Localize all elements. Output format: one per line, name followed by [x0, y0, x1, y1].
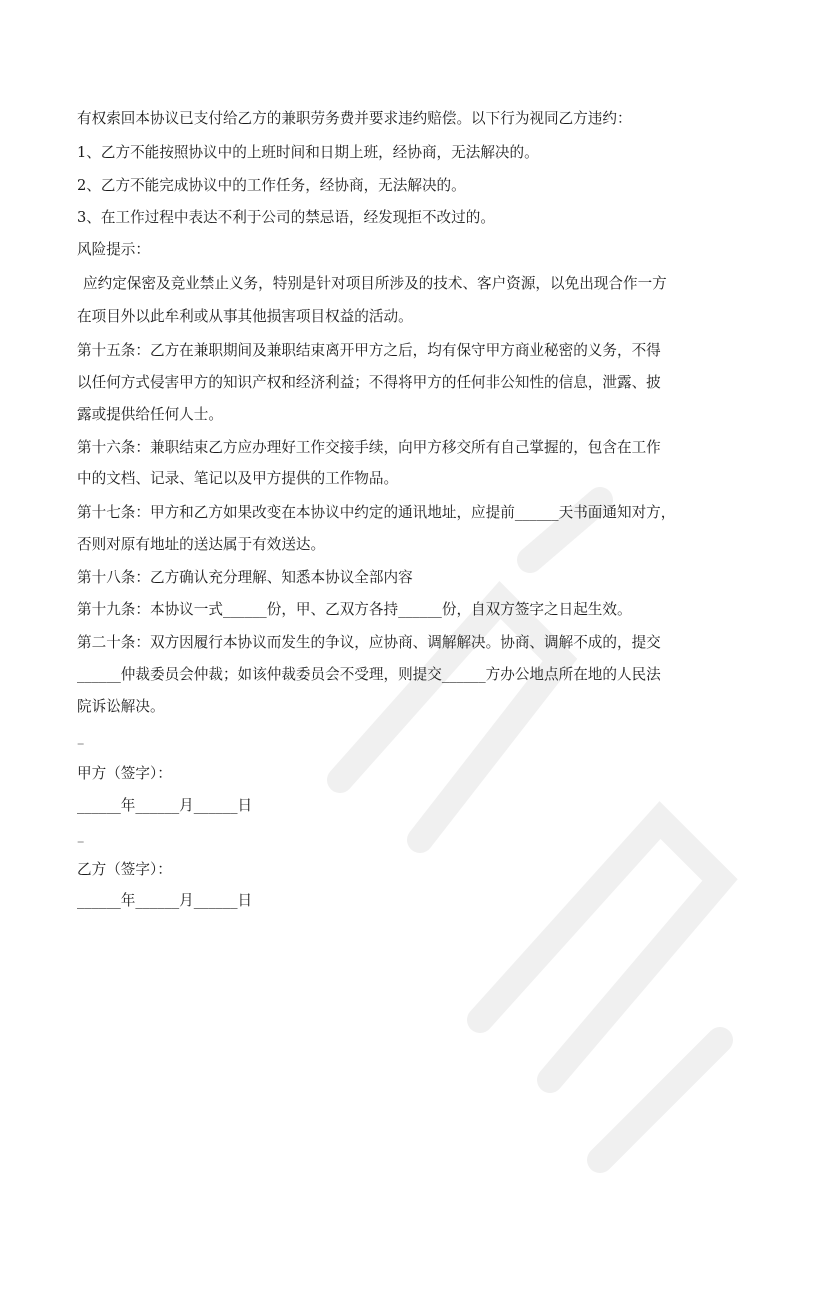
text-line: 否则对原有地址的送达属于有效送达。: [77, 536, 326, 553]
text-line: 第十七条：甲方和乙方如果改变在本协议中约定的通讯地址，应提前______天书面通知对方，: [77, 504, 676, 521]
text-line: 院诉讼解决。: [77, 698, 165, 715]
text-line: 第十五条：乙方在兼职期间及兼职结束离开甲方之后，均有保守甲方商业秘密的义务，不得: [77, 342, 661, 359]
section-heading: 风险提示：: [77, 241, 150, 258]
party-a-signature-label: 甲方（签字）：: [77, 765, 172, 782]
text-line: 3、在工作过程中表达不利于公司的禁忌语，经发现拒不改过的。: [77, 209, 495, 226]
text-line: 中的文档、记录、笔记以及甲方提供的工作物品。: [77, 470, 399, 487]
text-line: 第十六条：兼职结束乙方应办理好工作交接手续，向甲方移交所有自己掌握的，包含在工作: [77, 439, 661, 456]
text-line: 1、乙方不能按照协议中的上班时间和日期上班，经协商，无法解决的。: [77, 144, 539, 161]
text-line: 以任何方式侵害甲方的知识产权和经济利益；不得将甲方的任何非公知性的信息，泄露、披: [77, 374, 661, 391]
party-b-signature-label: 乙方（签字）：: [77, 861, 172, 878]
text-line: 在项目外以此牟利或从事其他损害项目权益的活动。: [77, 308, 413, 325]
text-line: 第十九条：本协议一式______份，甲、乙双方各持______份，自双方签字之日起生效。: [77, 601, 632, 618]
text-line: 应约定保密及竞业禁止义务，特别是针对项目所涉及的技术、客户资源，以免出现合作一方: [83, 275, 667, 292]
separator-dash: –: [77, 833, 85, 850]
separator-dash: –: [77, 735, 85, 752]
text-line: 露或提供给任何人士。: [77, 406, 223, 423]
text-line: ______仲裁委员会仲裁；如该仲裁委员会不受理，则提交______方办公地点所在地的人民法: [77, 666, 661, 683]
text-line: 有权索回本协议已支付给乙方的兼职劳务费并要求违约赔偿。以下行为视同乙方违约：: [77, 110, 632, 127]
text-line: 第十八条：乙方确认充分理解、知悉本协议全部内容: [77, 569, 413, 586]
party-a-date-line: ______年______月______日: [77, 797, 253, 814]
text-line: 2、乙方不能完成协议中的工作任务，经协商，无法解决的。: [77, 177, 466, 194]
text-line: 第二十条：双方因履行本协议而发生的争议，应协商、调解解决。协商、调解不成的，提交: [77, 634, 661, 651]
party-b-date-line: ______年______月______日: [77, 892, 253, 909]
